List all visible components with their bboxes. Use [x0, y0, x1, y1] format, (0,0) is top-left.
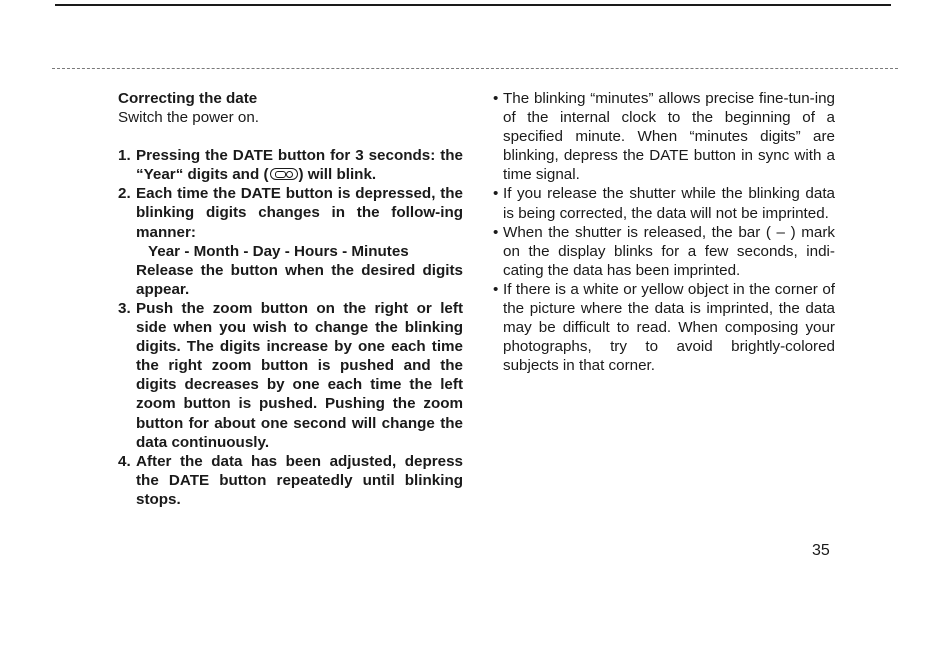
bullet-icon: • — [493, 280, 499, 298]
step-text-part: Pressing the DATE button for 3 seconds: the “Year“ digits and ( — [136, 147, 463, 184]
note-text: When the shutter is released, the bar ( – ) mark on the display blinks for a few seconds, indi-cating the data has been imprinted. — [503, 223, 835, 279]
step-item — [118, 184, 463, 299]
top-rule — [55, 4, 891, 6]
bullet-icon: • — [493, 185, 499, 203]
step-text: After the data has been adjusted, depress the DATE button repeatedly until blinking stops. — [136, 452, 463, 508]
steps-list — [118, 146, 463, 509]
note-text: If you release the shutter while the blinking data is being corrected, the data will not be imprinted. — [503, 185, 835, 222]
step-text — [136, 184, 463, 299]
section-intro: Switch the power on. — [118, 109, 259, 127]
right-column — [493, 89, 835, 375]
note-item — [493, 89, 835, 184]
note-item — [493, 280, 835, 375]
blink-sequence: Year - Month - Day - Hours - Minutes — [148, 242, 409, 260]
page-number: 35 — [812, 542, 830, 559]
note-item — [493, 184, 835, 222]
step-item — [118, 146, 463, 184]
date-display-icon — [270, 168, 298, 180]
step-number: 4. — [118, 452, 131, 470]
notes-list — [493, 89, 835, 375]
step-item — [118, 299, 463, 452]
bullet-icon: • — [493, 223, 499, 241]
section-heading: Correcting the date — [118, 90, 258, 107]
note-text: The blinking “minutes” allows precise fine-tun-ing of the internal clock to the beginning of a specified minute. When “minutes digits” are blinking, depress the DATE button in sync with a time signal. — [503, 90, 835, 184]
dashed-divider — [52, 68, 898, 69]
step-text-part: Each time the DATE button is depressed, the blinking digits changes in the follow-ing manner: — [136, 185, 463, 241]
step-number: 2. — [118, 185, 131, 203]
left-column — [118, 89, 463, 509]
step-number: 1. — [118, 147, 131, 165]
bullet-icon: • — [493, 90, 499, 107]
step-text-part: ) will blink. — [298, 166, 377, 184]
step-number: 3. — [118, 299, 131, 317]
step-text-part: Release the button when the desired digits appear. — [136, 261, 463, 298]
step-text: Push the zoom button on the right or left side when you wish to change the blinking digits. The digits increase by one each time the right zoom button is pushed and the digits decreases by one each time the left zoom button is pushed. Pushing the zoom button for about one second will change the data continuously. — [136, 299, 463, 451]
step-text — [136, 146, 463, 184]
note-item — [493, 223, 835, 280]
step-item — [118, 452, 463, 509]
note-text: If there is a white or yellow object in the corner of the picture where the data is imprinted, the data may be difficult to read. When composing your photographs, try to avoid brightly-colored subjects in that corner. — [503, 280, 835, 375]
